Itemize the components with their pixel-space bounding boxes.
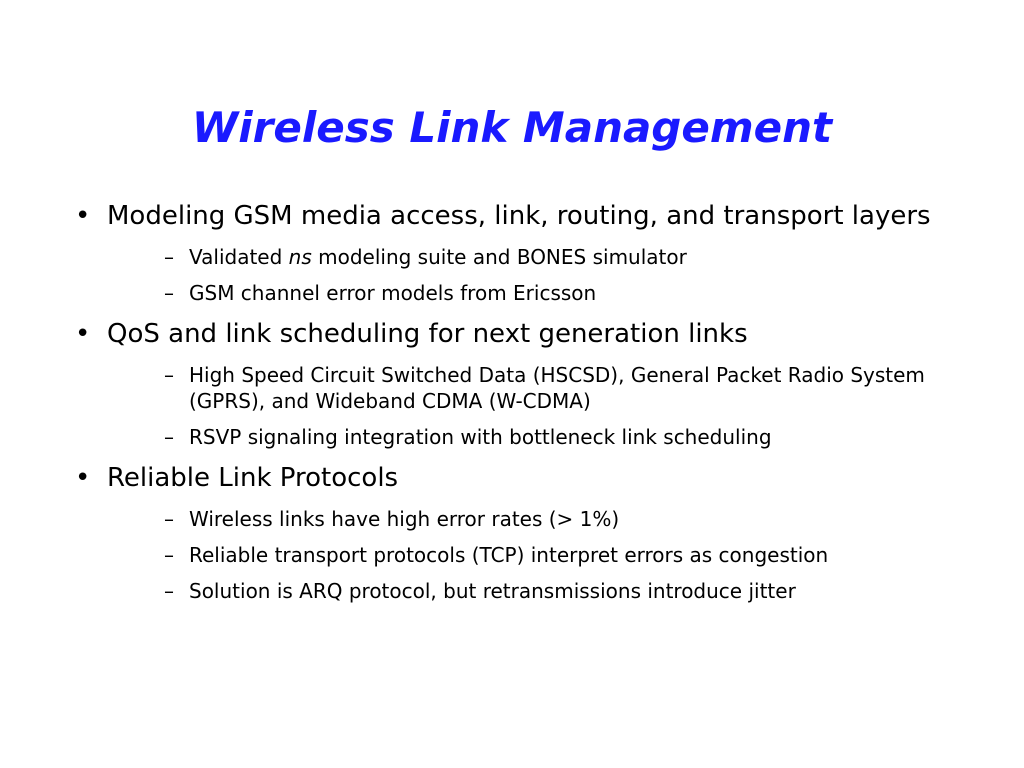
sub-bullet-text-part: modeling suite and BONES simulator (311, 245, 687, 269)
sub-bullet-text: High Speed Circuit Switched Data (HSCSD), General Packet Radio System (GPRS), and Wideband CDMA (W-CDMA) (189, 363, 925, 413)
bullet-text: Modeling GSM media access, link, routing, and transport layers (107, 201, 931, 231)
slide-title: Wireless Link Management (191, 103, 833, 152)
bullet-item (70, 460, 970, 604)
sub-bullet-list (107, 506, 970, 604)
sub-bullet-marker: – (164, 281, 174, 305)
bullet-marker: • (75, 463, 91, 493)
bullet-marker: • (75, 319, 91, 349)
bullet-item (70, 198, 970, 306)
sub-bullet-item (144, 542, 970, 568)
sub-bullet-marker: – (164, 543, 174, 567)
sub-bullet-item (144, 424, 970, 450)
sub-bullet-item (144, 506, 970, 532)
sub-bullet-marker: – (164, 507, 174, 531)
sub-bullet-item (144, 362, 970, 414)
sub-bullet-text: RSVP signaling integration with bottleneck link scheduling (189, 425, 772, 449)
bullet-text: Reliable Link Protocols (107, 463, 399, 493)
sub-bullet-item (144, 244, 970, 270)
bullet-text: QoS and link scheduling for next generation links (107, 319, 748, 349)
sub-bullet-marker: – (164, 579, 174, 603)
sub-bullet-marker: – (164, 245, 174, 269)
sub-bullet-text-italic: ns (288, 245, 312, 269)
sub-bullet-text: GSM channel error models from Ericsson (189, 281, 597, 305)
sub-bullet-item (144, 280, 970, 306)
sub-bullet-text-part: Validated (189, 245, 289, 269)
sub-bullet-marker: – (164, 425, 174, 449)
sub-bullet-list (107, 362, 970, 450)
sub-bullet-marker: – (164, 363, 174, 387)
bullet-item (70, 316, 970, 450)
sub-bullet-item (144, 578, 970, 604)
sub-bullet-text: Solution is ARQ protocol, but retransmissions introduce jitter (189, 579, 796, 603)
sub-bullet-list (107, 244, 970, 306)
sub-bullet-text: Reliable transport protocols (TCP) interpret errors as congestion (189, 543, 829, 567)
sub-bullet-text: Wireless links have high error rates (> 1%) (189, 507, 620, 531)
bullet-list (70, 198, 970, 604)
bullet-marker: • (75, 201, 91, 231)
